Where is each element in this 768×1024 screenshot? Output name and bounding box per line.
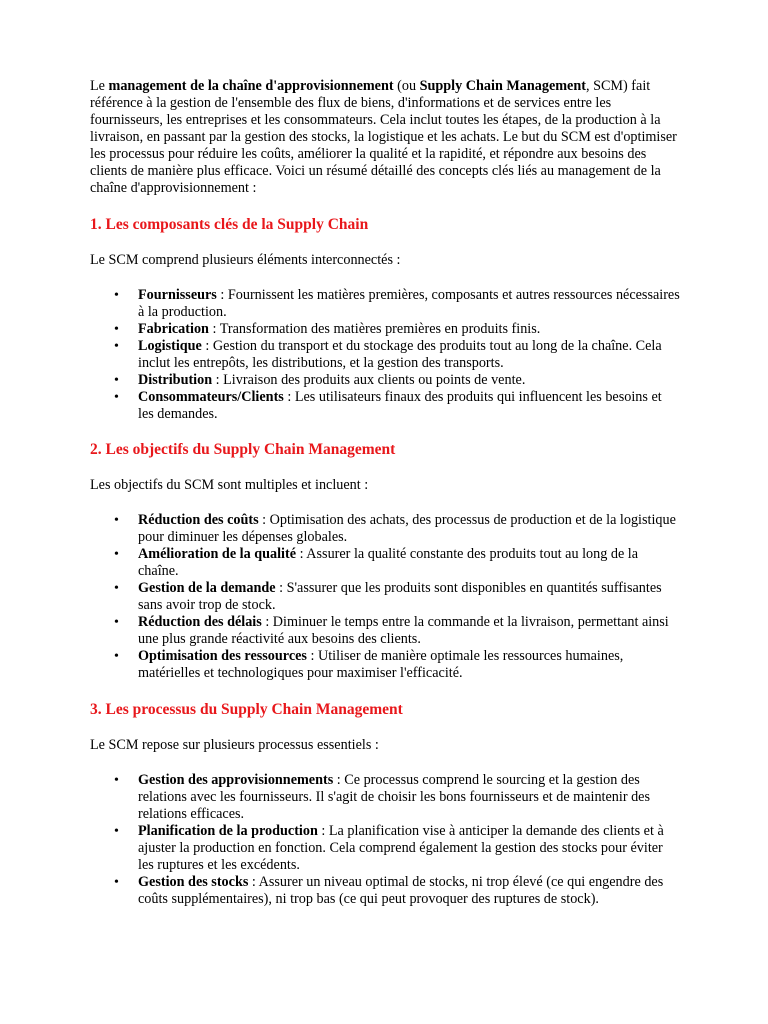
- item-text: : Utiliser de manière optimale les ressources humaines, matérielles et technologiques pour maximiser l'efficacité.: [138, 648, 624, 681]
- section-heading: 3. Les processus du Supply Chain Management: [90, 701, 403, 718]
- list-item: [114, 823, 680, 874]
- bullet-icon: •: [114, 875, 119, 890]
- bullet-icon: •: [114, 373, 119, 388]
- bullet-icon: •: [114, 615, 119, 630]
- item-term: Optimisation des ressources: [138, 648, 307, 664]
- list-item: [114, 580, 680, 614]
- bullet-icon: •: [114, 547, 119, 562]
- bullet-icon: •: [114, 322, 119, 337]
- item-text: : Assurer la qualité constante des produits tout au long de la chaîne.: [138, 546, 639, 579]
- item-term: Réduction des délais: [138, 614, 262, 630]
- item-text: : Assurer un niveau optimal de stocks, ni trop élevé (ce qui engendre des coûts supplémentaires), ni trop bas (ce qui peut provoquer des ruptures de stock).: [138, 874, 664, 907]
- item-term: Gestion des stocks: [138, 874, 249, 890]
- bullet-list: [90, 287, 680, 423]
- item-term: Gestion de la demande: [138, 580, 276, 596]
- item-text: : Gestion du transport et du stockage des produits tout au long de la chaîne. Cela inclut les entrepôts, les distributions, et la gestion des transports.: [138, 338, 662, 371]
- item-text: : Livraison des produits aux clients ou points de vente.: [212, 372, 526, 388]
- intro-text: Le: [90, 78, 109, 94]
- intro-term: management de la chaîne d'approvisionnement: [108, 78, 394, 94]
- item-text: : Optimisation des achats, des processus de production et de la logistique pour diminuer les dépenses globales.: [138, 512, 676, 545]
- list-item: [114, 614, 680, 648]
- list-item: [114, 874, 680, 908]
- list-item: [114, 546, 680, 580]
- bullet-icon: •: [114, 649, 119, 664]
- bullet-icon: •: [114, 390, 119, 405]
- item-term: Fournisseurs: [138, 287, 217, 303]
- item-term: Gestion des approvisionnements: [138, 772, 334, 788]
- list-item: [114, 287, 680, 321]
- bullet-icon: •: [114, 339, 119, 354]
- list-item: [114, 372, 680, 389]
- section-heading: 1. Les composants clés de la Supply Chain: [90, 216, 369, 233]
- section-lead: Les objectifs du SCM sont multiples et incluent :: [90, 477, 369, 493]
- item-text: : Les utilisateurs finaux des produits qui influencent les besoins et les demandes.: [138, 389, 662, 422]
- item-text: : S'assurer que les produits sont disponibles en quantités suffisantes sans avoir trop de stock.: [138, 580, 662, 613]
- bullet-icon: •: [114, 513, 119, 528]
- list-item: [114, 512, 680, 546]
- list-item: [114, 389, 680, 423]
- bullet-icon: •: [114, 773, 119, 788]
- bullet-list: [90, 772, 680, 908]
- section-lead: Le SCM comprend plusieurs éléments interconnectés :: [90, 252, 401, 268]
- item-term: Réduction des coûts: [138, 512, 259, 528]
- item-text: : La planification vise à anticiper la demande des clients et à ajuster la production en fonction. Cela comprend également la gestion des stocks pour éviter les ruptures et les excédents.: [138, 823, 664, 873]
- item-text: : Diminuer le temps entre la commande et la livraison, permettant ainsi une plus grande réactivité aux besoins des clients.: [138, 614, 669, 647]
- item-text: : Fournissent les matières premières, composants et autres ressources nécessaires à la production.: [138, 287, 680, 320]
- item-term: Planification de la production: [138, 823, 318, 839]
- item-text: : Ce processus comprend le sourcing et la gestion des relations avec les fournisseurs. Il s'agit de choisir les bons fournisseurs et de maintenir des relations efficaces.: [138, 772, 650, 822]
- intro-term: Supply Chain Management: [419, 78, 586, 94]
- item-term: Fabrication: [138, 321, 209, 337]
- bullet-list: [90, 512, 680, 682]
- item-text: : Transformation des matières premières en produits finis.: [208, 321, 541, 337]
- list-item: [114, 338, 680, 372]
- section-heading: 2. Les objectifs du Supply Chain Management: [90, 441, 396, 458]
- section-lead: Le SCM repose sur plusieurs processus essentiels :: [90, 737, 379, 753]
- bullet-icon: •: [114, 824, 119, 839]
- intro-text: (ou: [393, 78, 420, 94]
- list-item: [114, 321, 680, 338]
- list-item: [114, 772, 680, 823]
- bullet-icon: •: [114, 581, 119, 596]
- item-term: Distribution: [138, 372, 213, 388]
- bullet-icon: •: [114, 288, 119, 303]
- item-term: Consommateurs/Clients: [138, 389, 284, 405]
- item-term: Logistique: [138, 338, 202, 354]
- intro-paragraph: [90, 78, 680, 197]
- item-term: Amélioration de la qualité: [138, 546, 297, 562]
- list-item: [114, 648, 680, 682]
- intro-text: , SCM) fait référence à la gestion de l'ensemble des flux de biens, d'informations et de services entre les fournisseurs, les entreprises et les consommateurs. Cela inclut toutes les étapes, de la production à la livraison, en passant par la gestion des stocks, la logistique et les achats. Le but du SCM est d'optimiser les processus pour réduire les coûts, améliorer la qualité et la rapidité, et répondre aux besoins des clients de manière plus efficace. Voici un résumé détaillé des concepts clés liés au management de la chaîne d'approvisionnement :: [90, 78, 677, 196]
